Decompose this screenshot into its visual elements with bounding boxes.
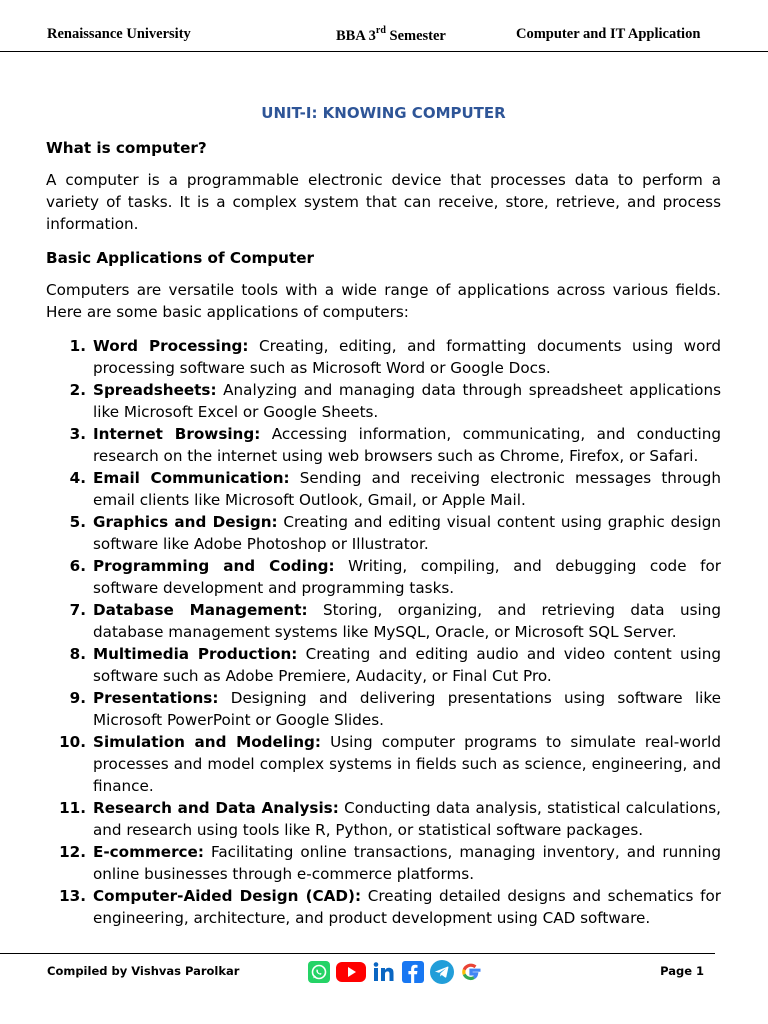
google-icon[interactable] [460, 961, 482, 983]
list-item-term: Programming and Coding: [93, 557, 335, 575]
youtube-icon[interactable] [336, 961, 366, 983]
computer-definition: A computer is a programmable electronic device that processes data to perform a variety of tasks. It is a complex system that can receive, store, retrieve, and process information. [46, 171, 721, 233]
list-item-term: Multimedia Production: [93, 645, 298, 663]
list-item [46, 423, 721, 467]
list-item-term: Database Management: [93, 601, 308, 619]
social-icons [308, 960, 482, 984]
footer-divider [0, 953, 715, 954]
list-item-term: Internet Browsing: [93, 425, 261, 443]
applications-intro: Computers are versatile tools with a wide range of applications across various fields. Here are some basic applications of computers: [46, 281, 721, 321]
list-item-description: Creating, editing, and formatting documents using word processing software such as Microsoft Word or Google Docs. [93, 337, 721, 377]
list-item-number: 13. [59, 887, 86, 905]
list-item-description: Creating and editing visual content using graphic design software like Adobe Photoshop or Illustrator. [93, 513, 721, 553]
list-item-description: Using computer programs to simulate real-world processes and model complex systems in fields such as science, engineering, and finance. [93, 733, 722, 795]
list-item-description: Writing, compiling, and debugging code for software development and programming tasks. [93, 557, 721, 597]
telegram-icon[interactable] [430, 960, 454, 984]
list-item-description: Analyzing and managing data through spreadsheet applications like Microsoft Excel or Google Sheets. [93, 381, 721, 421]
list-item-number: 11. [59, 799, 86, 817]
list-item-description: Conducting data analysis, statistical calculations, and research using tools like R, Python, or statistical software packages. [93, 799, 721, 839]
list-item-number: 4. [69, 469, 86, 487]
list-item [46, 885, 721, 929]
list-item-description: Creating detailed designs and schematics for engineering, architecture, and product development using CAD software. [93, 887, 722, 927]
list-item-number: 2. [69, 381, 86, 399]
list-item-term: Graphics and Design: [93, 513, 278, 531]
list-item-term: Computer-Aided Design (CAD): [93, 887, 362, 905]
list-item-term: Research and Data Analysis: [93, 799, 339, 817]
list-item-description: Sending and receiving electronic messages through email clients like Microsoft Outlook, Gmail, or Apple Mail. [93, 469, 721, 509]
list-item-term: Presentations: [93, 689, 219, 707]
list-item [46, 335, 721, 379]
list-item-number: 5. [69, 513, 86, 531]
list-item-description: Designing and delivering presentations using software like Microsoft PowerPoint or Google Slides. [93, 689, 721, 729]
header-program: BBA 3rd Semester [336, 25, 446, 44]
header-divider [0, 51, 768, 52]
page-header [0, 0, 768, 52]
list-item [46, 643, 721, 687]
list-item [46, 731, 721, 797]
list-item-term: Word Processing: [93, 337, 249, 355]
list-item [46, 599, 721, 643]
applications-list [46, 335, 721, 929]
facebook-icon[interactable] [402, 961, 424, 983]
header-subject: Computer and IT Application [516, 26, 701, 42]
list-item-term: E-commerce: [93, 843, 204, 861]
list-item-number: 3. [69, 425, 86, 443]
list-item-description: Storing, organizing, and retrieving data using database management systems like MySQL, Oracle, or Microsoft SQL Server. [93, 601, 721, 641]
list-item-term: Spreadsheets: [93, 381, 217, 399]
list-item [46, 511, 721, 555]
list-item [46, 687, 721, 731]
list-item [46, 467, 721, 511]
list-item [46, 379, 721, 423]
linkedin-icon[interactable] [372, 961, 396, 983]
list-item-number: 6. [69, 557, 86, 575]
list-item-description: Facilitating online transactions, managing inventory, and running online businesses through e-commerce platforms. [93, 843, 721, 883]
list-item-term: Email Communication: [93, 469, 290, 487]
list-item-number: 8. [69, 645, 86, 663]
whatsapp-icon[interactable] [308, 961, 330, 983]
list-item-term: Simulation and Modeling: [93, 733, 321, 751]
list-item [46, 841, 721, 885]
applications-heading: Basic Applications of Computer [46, 249, 315, 267]
list-item-number: 1. [69, 337, 86, 355]
list-item [46, 555, 721, 599]
list-item-number: 7. [69, 601, 86, 619]
document-body [46, 102, 721, 929]
list-item-description: Accessing information, communicating, and conducting research on the internet using web browsers such as Chrome, Firefox, or Safari. [93, 425, 721, 465]
list-item [46, 797, 721, 841]
list-item-description: Creating and editing audio and video content using software such as Adobe Premiere, Audacity, or Final Cut Pro. [93, 645, 721, 685]
list-item-number: 12. [59, 843, 86, 861]
footer-compiled-by: Compiled by Vishvas Parolkar [47, 964, 240, 978]
what-is-computer-heading: What is computer? [46, 139, 207, 157]
list-item-number: 10. [59, 733, 86, 751]
header-university: Renaissance University [47, 26, 191, 42]
program-superscript: rd [375, 25, 386, 36]
unit-title: UNIT-I: KNOWING COMPUTER [261, 104, 506, 122]
page-number: Page 1 [660, 964, 704, 978]
list-item-number: 9. [69, 689, 86, 707]
